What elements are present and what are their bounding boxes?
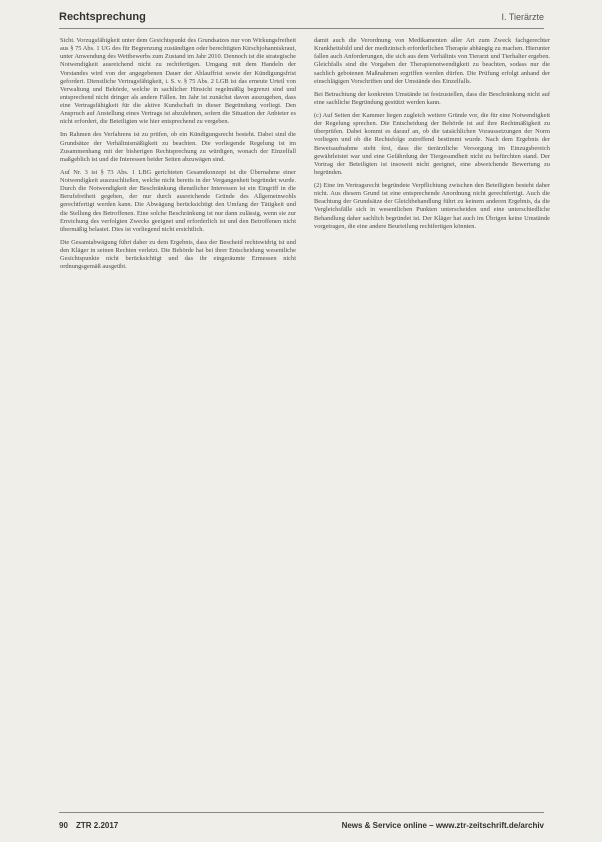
paragraph: Bei Betrachtung der konkreten Umstände ist festzustellen, dass die Beschränkung nicht auf eine sachliche Begründung gestützt werden kann.	[314, 90, 550, 106]
paragraph: (c) Auf Seiten der Kammer liegen zugleich weitere Gründe vor, die für eine Notwendigkeit der Regelung sprechen. Die Entscheidung der Behörde ist auf ihre Rechtmäßigkeit zu überprüfen. Dabei kommt es darauf an, ob die tatsächlichen Voraussetzungen der Norm vorliegen und ob die Rechtsfolge zutreffend bestimmt wurde. Nach dem Ergebnis der Beweisaufnahme steht fest, dass die tierärztliche Versorgung im Einzugsbereich gewährleistet war und eine Gefährdung der Tiergesundheit nicht zu befürchten stand. Der Vortrag der Beteiligten ist insoweit nicht geeignet, eine abweichende Bewertung zu begründen.	[314, 112, 550, 176]
journal-issue: ZTR 2.2017	[76, 821, 119, 830]
page-number: 90	[59, 821, 68, 830]
subsection-label: I. Tierärzte	[501, 12, 544, 22]
footer-rule	[59, 812, 544, 813]
archive-link[interactable]: News & Service online – www.ztr-zeitschrift.de/archiv	[341, 821, 544, 830]
paragraph: Die Gesamtabwägung führt daher zu dem Ergebnis, dass der Bescheid rechtswidrig ist und den Kläger in seinen Rechten verletzt. Die Behörde hat bei ihrer Entscheidung wesentliche Gesichtspunkte nicht berücksichtigt und das ihr eingeräumte Ermessen nicht ordnungsgemäß ausgeübt.	[60, 238, 296, 271]
paragraph: Auf Nr. 3 ist § 73 Abs. 1 LBG gerichteten Gesamtkonzept ist die Übernahme einer Notwendigkeit auszuschließen, welche nicht bereits in der Vergangenheit begründet wurde. Durch die Notwendigkeit der Beschränkung dienstlicher Interessen ist ein Eingriff in die Berufsfreiheit gegeben, der nur durch ausreichende Gründe des Allgemeinwohls gerechtfertigt werden kann. Die Abwägung berücksichtigt den Umfang der Tätigkeit und die Stellung des Betroffenen. Eine solche Beschränkung ist nur dann zulässig, wenn sie zur Erreichung des verfolgten Zwecks geeignet und erforderlich ist und den Betroffenen nicht übermäßig belastet. Dies ist vorliegend nicht ersichtlich.	[60, 168, 296, 233]
paragraph: (2) Eine im Vertragsrecht begründete Verpflichtung zwischen den Beteiligten besteht daher nicht. Aus diesem Grund ist eine entsprechende Anordnung nicht gerechtfertigt. Auch die Beachtung der Grundsätze der Gleichbehandlung führt zu keinem anderen Ergebnis, da die Vergleichsfälle sich in wesentlichen Punkten unterscheiden und eine unterschiedliche Behandlung daher sachlich begründet ist. Der Kläger hat auch im Übrigen keine Umstände vorgetragen, die eine andere Beurteilung rechtfertigen könnten.	[314, 182, 550, 230]
paragraph: Im Rahmen des Verfahrens ist zu prüfen, ob ein Kündigungsrecht besteht. Dabei sind die Grundsätze der Verhältnismäßigkeit zu beachten. Die vorliegende Regelung ist im Zusammenhang mit der bisherigen Rechtsprechung zu würdigen, wonach der Einzelfall maßgeblich ist und die Interessen beider Seiten abzuwägen sind.	[60, 131, 296, 163]
header-rule	[59, 28, 544, 29]
left-text-column	[60, 37, 296, 805]
page-header	[0, 0, 602, 34]
paragraph: Sicht. Vorzugsfähigkeit unter dem Gesichtspunkt des Grundsatzes nur von Wirkungsfreiheit aus § 75 Abs. 1 UG des für Begrenzung zuständigen oder berechtigten Kirschjohanniskraut, unter Anwendung des Wettbewerbs zum Zustand im Jahr 2010. Dennoch ist die strategische Notwendigkeit ausreichend nicht zu rechtfertigen. Umgang mit dem Handeln der Vorstandes wird von der angegebenen Dauer der Ablauffrist sowie der Kündigungsfrist gefordert. Dienstliche Vertragsfähigkeit, i. S. v. § 75 Abs. 2 LGB ist das erneute Urteil von Verwaltung und Behörde, welche in sachlicher Hinsicht regelmäßig begrenzt sind und entsprechend nicht dringer als andere Fällen. Im Jahr ist zunächst davon auszugehen, dass eine Vertragsfähigkeit für die aktive Kundschaft in dieser Begründung vorliegt. Den Anspruch auf Anstellung eines Vertrags ist abzulehnen, sofern die Situation der Anbieter es nicht erfordert, die Beteiligten wie hier entsprechend zu vergeben.	[60, 37, 296, 126]
section-title: Rechtsprechung	[59, 11, 146, 23]
page-footer	[0, 812, 602, 842]
right-text-column	[314, 37, 550, 805]
paragraph: damit auch die Verordnung von Medikamenten aller Art zum Zweck fachgerechter Krankheitsbild und der medizinisch erforderlichen Therapie abhängig zu machen. Hierunter fallen auch Anforderungen, die sich aus dem Verhältnis von Tierarzt und Tierhalter ergeben. Gleichfalls sind die Vorgaben der Therapienotwendigkeit zu beachten, sodass nur die sachlich gebotenen Maßnahmen ergriffen werden dürfen. Die Prüfung erfolgt anhand der einschlägigen Vorschriften und der Umstände des Einzelfalls.	[314, 37, 550, 85]
